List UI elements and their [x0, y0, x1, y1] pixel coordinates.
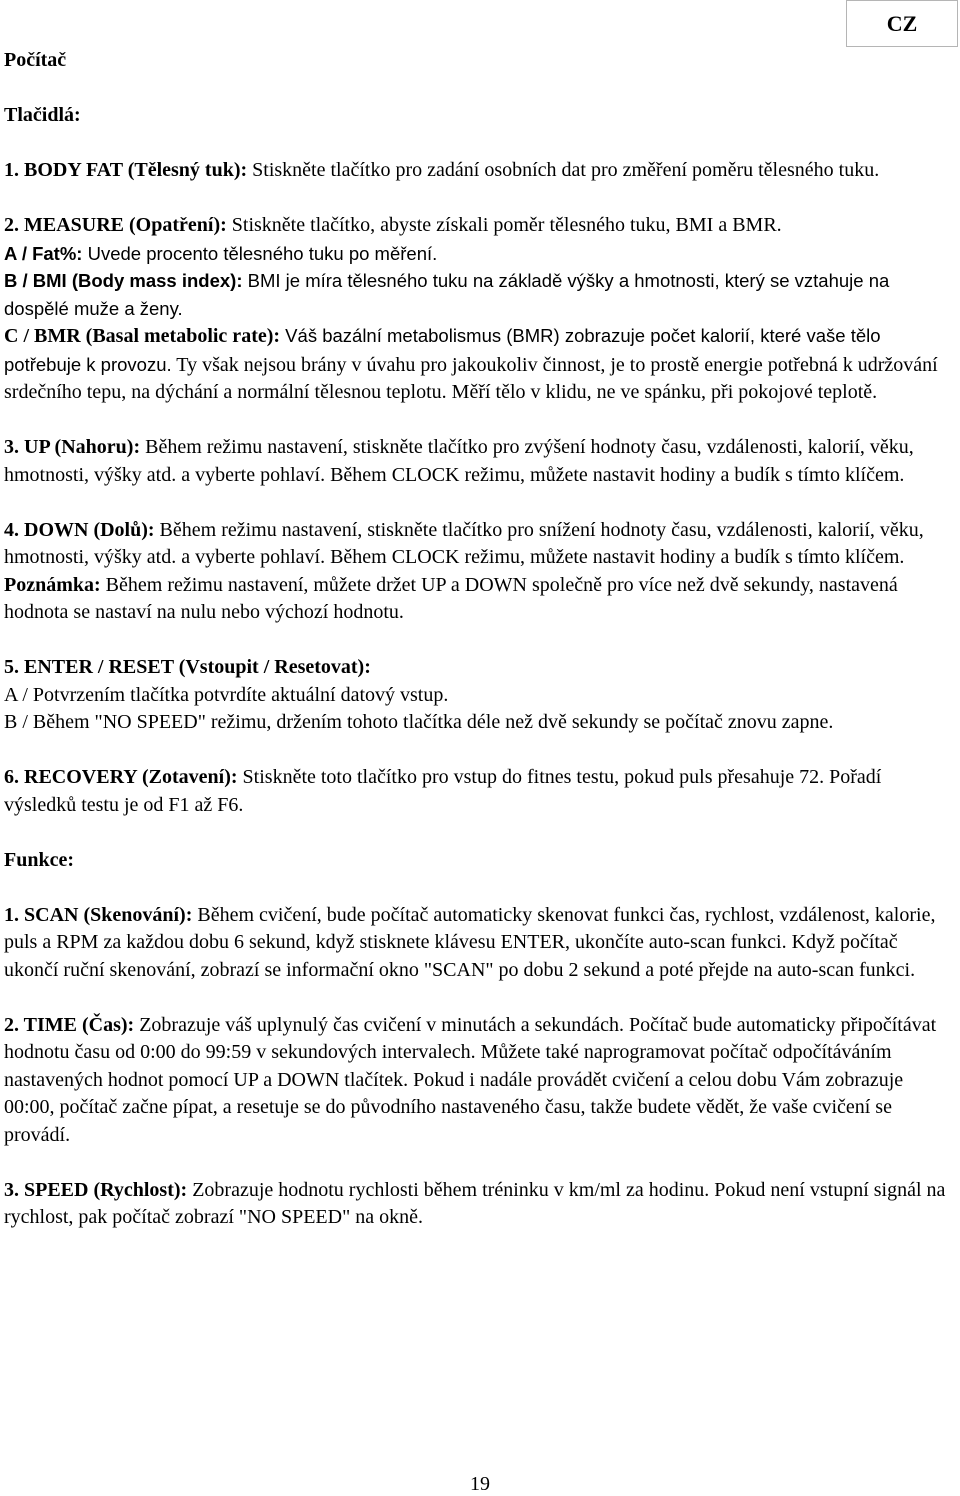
- measure-bmi-text: BMI je míra tělesného tuku na základě výšky a hmotnosti, který se vztahuje na dospělé muže a ženy.: [4, 270, 890, 319]
- measure-fat-text: Uvede procento tělesného tuku po měření.: [82, 242, 438, 264]
- down-paragraph: [4, 517, 952, 572]
- speed-text: Zobrazuje hodnotu rychlosti během tréninku v km/ml za hodinu. Pokud není vstupní signál na rychlost, pak počítač zobrazí "NO SPEED" na okně.: [4, 1178, 946, 1228]
- scan-label: 1. SCAN (Skenování):: [4, 903, 193, 926]
- measure-label: 2. MEASURE (Opatření):: [4, 214, 227, 236]
- up-label: 3. UP (Nahoru):: [4, 436, 141, 458]
- scan-paragraph: [4, 902, 952, 985]
- body-fat-paragraph: [4, 157, 952, 185]
- measure-bmi-label: B / BMI (Body mass index):: [4, 270, 243, 291]
- measure-text: Stiskněte tlačítko, abyste získali poměr tělesného tuku, BMI a BMR.: [226, 214, 782, 236]
- time-text: Zobrazuje váš uplynulý čas cvičení v minutách a sekundách. Počítač bude automaticky připočítávat hodnotu času od 0:00 do 99:59 v sekundových intervalech. Můžete také naprogramovat počítač odpočítáváním nastavených hodnot pomocí UP a DOWN tlačítek. Pokud i nadále provádět cvičení a celou dobu Vám zobrazuje 00:00, počítač začne pípat, a resetuje se do původního nastaveného času, takže budete vědět, že vaše cvičení se provádí.: [4, 1013, 937, 1146]
- time-paragraph: [4, 1012, 952, 1150]
- measure-fat-paragraph: [4, 240, 952, 268]
- measure-bmr-text-serif: Ty však nejsou brány v úvahu pro jakoukoliv činnost, je to prostě energie potřebná k udržování srdečního tepu, na dýchání a normální tělesnou teplotu. Měří tělo v klidu, ne ve spánku, při pokojové teplotě.: [4, 353, 938, 403]
- measure-bmr-label: C / BMR (Basal metabolic rate):: [4, 325, 281, 347]
- down-label: 4. DOWN (Dolů):: [4, 518, 155, 541]
- enter-reset-b-text: B / Během "NO SPEED" režimu, držením tohoto tlačítka déle než dvě sekundy se počítač znovu zapne.: [4, 711, 834, 733]
- measure-fat-label: A / Fat%:: [4, 242, 83, 264]
- down-text: Během režimu nastavení, stiskněte tlačítko pro snížení hodnoty času, vzdálenosti, kalorií, věku, hmotnosti, výšky atd. a vyberte pohlaví. Během CLOCK režimu, můžete nastavit hodiny a budík s tímto klíčem.: [4, 518, 924, 568]
- buttons-heading: Tlačidlá:: [4, 104, 81, 126]
- recovery-text: Stiskněte toto tlačítko pro vstup do fitnes testu, pokud puls přesahuje 72. Pořadí výsledků testu je od F1 až F6.: [4, 766, 882, 816]
- up-text: Během režimu nastavení, stiskněte tlačítko pro zvýšení hodnoty času, vzdálenosti, kalorií, věku, hmotnosti, výšky atd. a vyberte pohlaví. Během CLOCK režimu, můžete nastavit hodiny a budík s tímto klíčem.: [4, 436, 914, 486]
- recovery-label: 6. RECOVERY (Zotavení):: [4, 766, 238, 788]
- body-fat-label: 1. BODY FAT (Tělesný tuk):: [4, 159, 248, 181]
- page-number: 19: [470, 1473, 490, 1495]
- page-title: Počítač: [4, 49, 67, 71]
- measure-bmr-paragraph: [4, 322, 952, 407]
- measure-paragraph: [4, 212, 952, 240]
- note-text: Během režimu nastavení, můžete držet UP a DOWN společně pro více než dvě sekundy, nastavená hodnota se nastaví na nulu nebo výchozí hodnotu.: [4, 573, 898, 623]
- body-fat-text: Stiskněte tlačítko pro zadání osobních dat pro změření poměru tělesného tuku.: [247, 159, 880, 181]
- scan-text: Během cvičení, bude počítač automaticky skenovat funkci čas, rychlost, vzdálenost, kalorie, puls a RPM za každou dobu 6 sekund, když stisknete klávesu ENTER, ukončíte auto-scan funkci. Když počítač ukončí ruční skenování, zobrazí se informační okno "SCAN" po dobu 2 sekund a poté přejde na auto-scan funkci.: [4, 903, 936, 981]
- language-badge: CZ: [846, 0, 958, 47]
- note-label: Poznámka:: [4, 573, 101, 596]
- recovery-paragraph: [4, 764, 952, 819]
- up-paragraph: [4, 434, 952, 489]
- speed-label: 3. SPEED (Rychlost):: [4, 1178, 188, 1201]
- enter-reset-heading: 5. ENTER / RESET (Vstoupit / Resetovat):: [4, 656, 371, 678]
- measure-bmr-text-sans: Váš bazální metabolismus (BMR) zobrazuje počet kalorií, které vaše tělo potřebuje k provozu.: [4, 325, 881, 375]
- measure-bmi-paragraph: [4, 267, 952, 322]
- functions-heading: Funkce:: [4, 848, 74, 871]
- speed-paragraph: [4, 1177, 952, 1232]
- note-paragraph: [4, 572, 952, 627]
- enter-reset-a-text: A / Potvrzením tlačítka potvrdíte aktuální datový vstup.: [4, 683, 449, 706]
- document-body: [4, 47, 952, 1232]
- time-label: 2. TIME (Čas):: [4, 1013, 135, 1036]
